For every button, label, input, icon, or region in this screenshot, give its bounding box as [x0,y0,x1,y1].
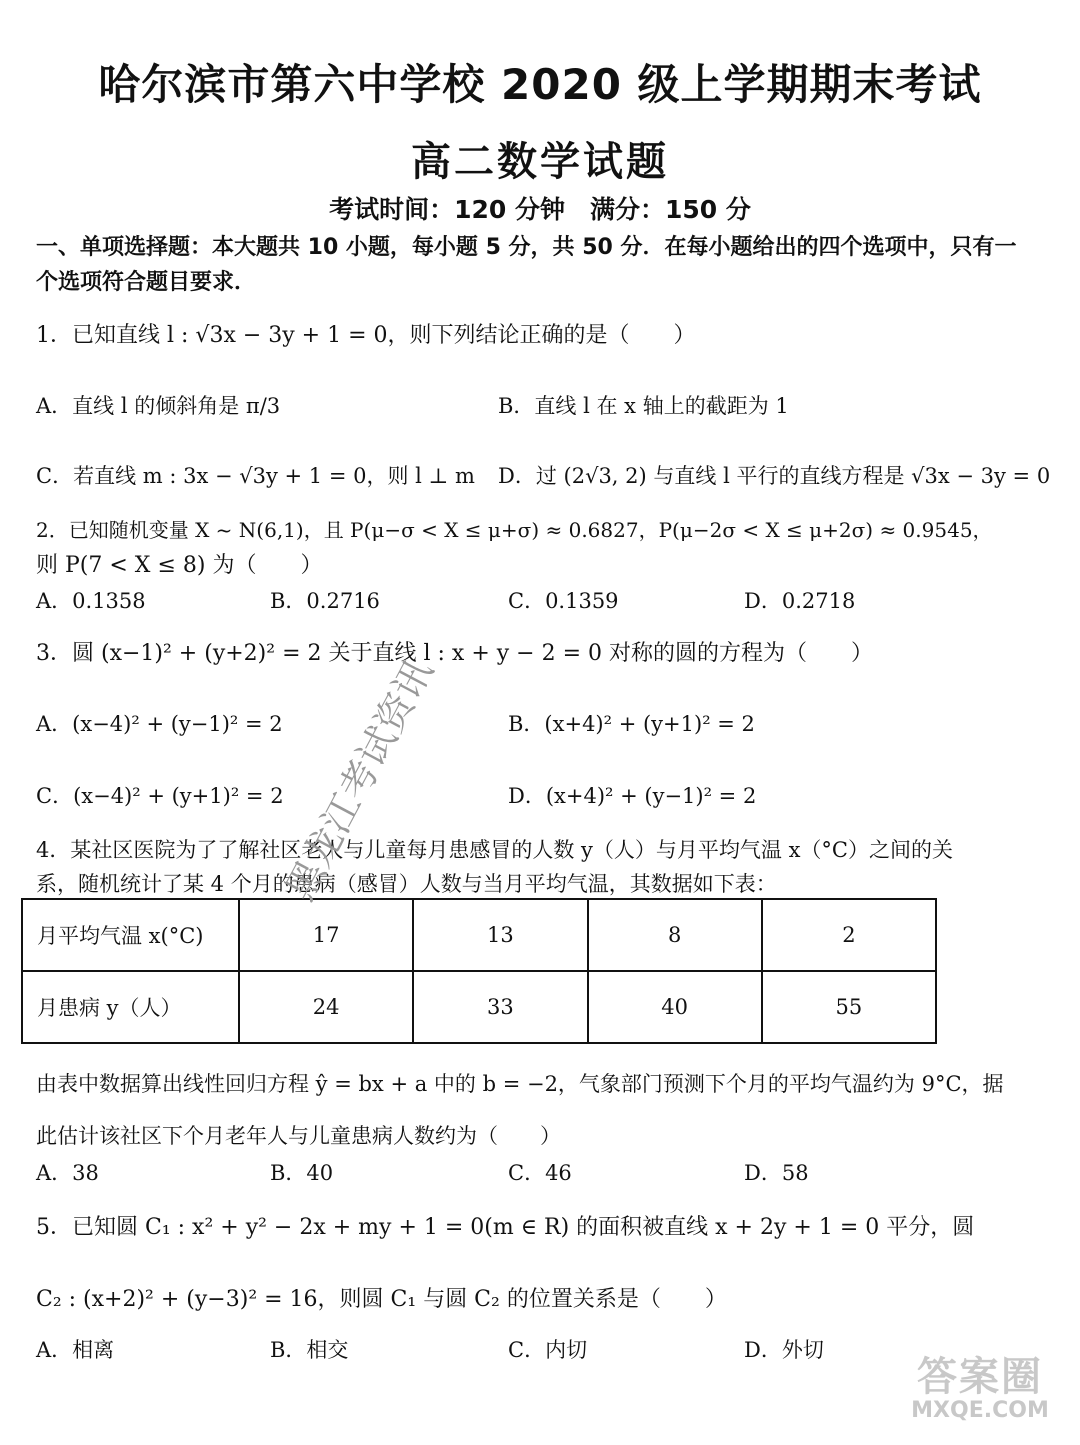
exam-info: 考试时间：120 分钟 满分：150 分 [329,195,751,224]
logo-url: MXQE.COM [911,1398,1049,1423]
question-5-option-b: B．相交 [270,1338,349,1362]
question-2-option-c: C．0.1359 [508,589,619,613]
table-cell: 8 [588,899,762,971]
table-cell: 24 [239,971,413,1043]
table-cell: 13 [413,899,587,971]
question-1-stem: 1．已知直线 l : √3x − 3y + 1 = 0，则下列结论正确的是（ ） [36,323,696,348]
question-5-stem-line2: C₂ : (x+2)² + (y−3)² = 16，则圆 C₁ 与圆 C₂ 的位置关系是（ ） [36,1287,727,1312]
question-3-option-d: D．(x+4)² + (y−1)² = 2 [508,784,757,808]
question-4-option-a: A．38 [36,1161,99,1185]
table-row-label: 月患病 y（人） [22,971,239,1043]
watermark-seal-text: 黑龙江考试资讯 [277,651,442,908]
exam-subtitle: 高二数学试题 [411,139,669,185]
question-2-option-d: D．0.2718 [744,589,856,613]
question-4-option-b: B．40 [270,1161,334,1185]
section-heading-line1: 一、单项选择题：本大题共 10 小题，每小题 5 分，共 50 分．在每小题给出的四个选项中，只有一 [36,235,1017,260]
table-cell: 17 [239,899,413,971]
question-4-stem-line1: 4．某社区医院为了了解社区老人与儿童每月患感冒的人数 y（人）与月平均气温 x（°C）之间的关 [36,838,953,862]
question-4-after-line2: 此估计该社区下个月老年人与儿童患病人数约为（ ） [36,1124,561,1148]
exam-title: 哈尔滨市第六中学校 2020 级上学期期末考试 [98,60,982,109]
question-5-option-a: A．相离 [36,1338,115,1362]
section-heading-line2: 个选项符合题目要求． [36,270,257,295]
question-4-option-c: C．46 [508,1161,572,1185]
question-5-option-c: C．内切 [508,1338,588,1362]
question-1-option-b: B．直线 l 在 x 轴上的截距为 1 [498,394,789,418]
question-3-option-b: B．(x+4)² + (y+1)² = 2 [508,712,755,736]
question-2-stem-line1: 2．已知随机变量 X ~ N(6,1)，且 P(μ−σ < X ≤ μ+σ) ≈ 0.6827，P(μ−2σ < X ≤ μ+2σ) ≈ 0.9545， [36,518,993,542]
question-2-option-a: A．0.1358 [36,589,146,613]
table-cell: 2 [762,899,936,971]
question-4-stem-line2: 系，随机统计了某 4 个月的患病（感冒）人数与当月平均气温，其数据如下表： [36,872,777,896]
question-1-option-a: A．直线 l 的倾斜角是 π/3 [36,394,281,418]
question-3-option-c: C．(x−4)² + (y+1)² = 2 [36,784,284,808]
question-5-stem-line1: 5．已知圆 C₁ : x² + y² − 2x + my + 1 = 0(m ∈ R) 的面积被直线 x + 2y + 1 = 0 平分，圆 [36,1215,975,1240]
table-row-label: 月平均气温 x(°C) [22,899,239,971]
question-1-option-c: C．若直线 m : 3x − √3y + 1 = 0，则 l ⊥ m [36,464,475,488]
table-cell: 40 [588,971,762,1043]
question-4-option-d: D．58 [744,1161,809,1185]
question-3-option-a: A．(x−4)² + (y−1)² = 2 [36,712,283,736]
question-1-option-d: D．过 (2√3, 2) 与直线 l 平行的直线方程是 √3x − 3y = 0 [498,464,1051,488]
question-4-after-line1: 由表中数据算出线性回归方程 ŷ = bx + a 中的 b = −2，气象部门预测下个月的平均气温约为 9°C，据 [36,1072,1004,1096]
logo-title: 答案圈 [917,1354,1043,1400]
question-2-option-b: B．0.2716 [270,589,380,613]
table-cell: 55 [762,971,936,1043]
site-logo [900,1345,1060,1435]
question-2-stem-line2: 则 P(7 < X ≤ 8) 为（ ） [36,553,323,578]
table-cell: 33 [413,971,587,1043]
question-3-stem: 3．圆 (x−1)² + (y+2)² = 2 关于直线 l : x + y − 2 = 0 对称的圆的方程为（ ） [36,641,874,666]
question-5-option-d: D．外切 [744,1338,824,1362]
